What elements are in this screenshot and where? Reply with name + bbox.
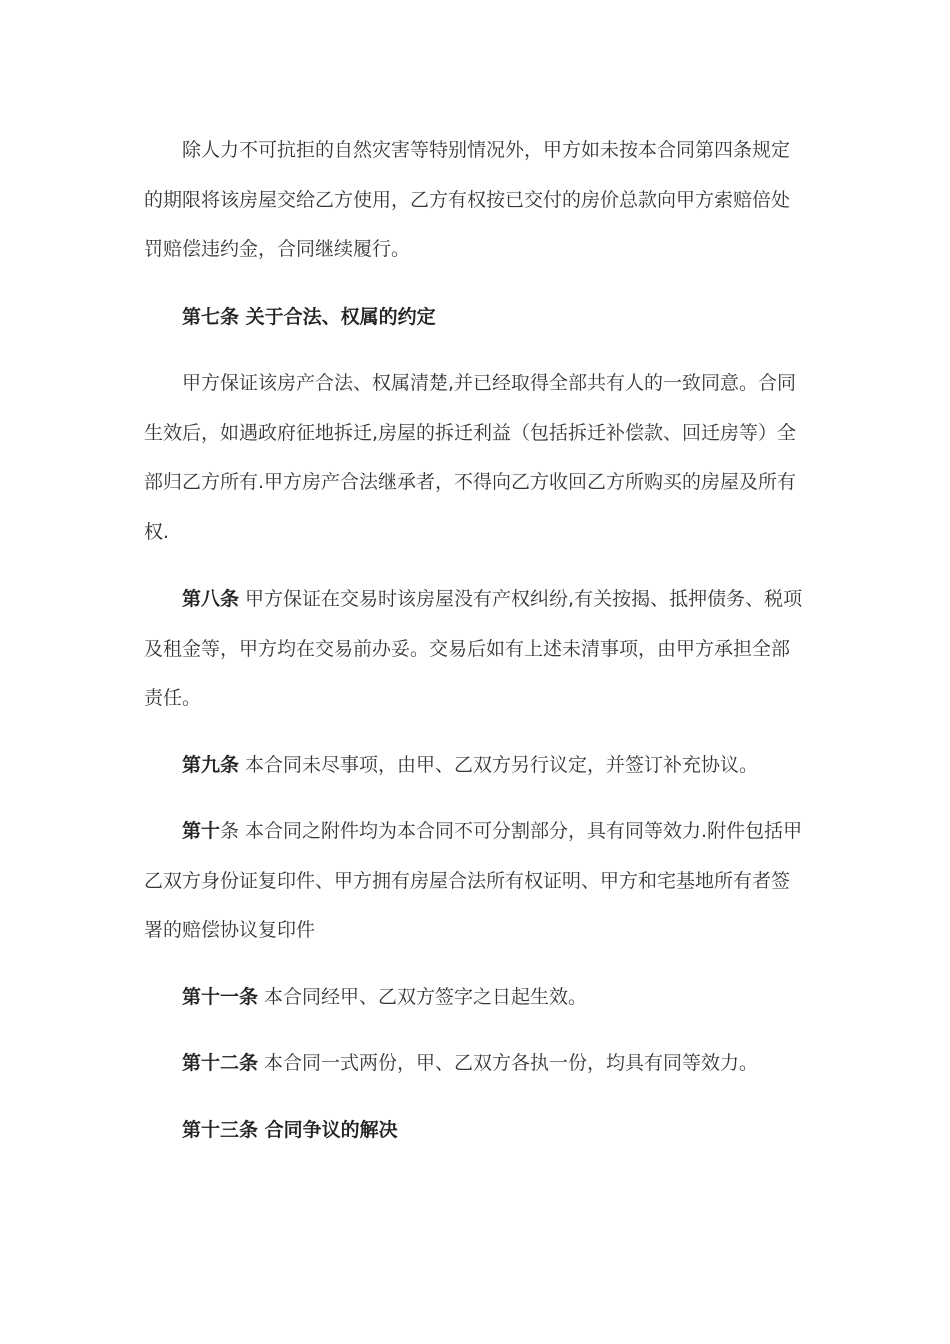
- article-11-title: 第十一条: [182, 986, 259, 1008]
- article-10: [144, 807, 804, 956]
- article-10-title: 第十: [182, 820, 221, 842]
- article-10-text: 条 本合同之附件均为本合同不可分割部分，具有同等效力.附件包括甲乙双方身份证复印件、甲方拥有房屋合法所有权证明、甲方和宅基地所有者签署的赔偿协议复印件: [144, 820, 803, 941]
- article-8-text: 甲方保证在交易时该房屋没有产权纠纷,有关按揭、抵押债务、税项及租金等，甲方均在交易前办妥。交易后如有上述未清事项，由甲方承担全部责任。: [144, 588, 803, 709]
- article-12-title: 第十二条: [182, 1052, 259, 1074]
- article-11-text: 本合同经甲、乙双方签字之日起生效。: [258, 986, 588, 1008]
- article-11: [144, 973, 804, 1023]
- article-12: [144, 1039, 804, 1089]
- article-9-text: 本合同未尽事项，由甲、乙双方另行议定，并签订补充协议。: [239, 754, 759, 776]
- article-13-heading: 第十三条 合同争议的解决: [182, 1119, 398, 1141]
- article-8-title: 第八条: [182, 588, 240, 610]
- article-9-title: 第九条: [182, 754, 240, 776]
- article-7-heading: 第七条 关于合法、权属的约定: [182, 306, 436, 328]
- article-9: [144, 741, 804, 791]
- paragraph-breach-penalty: 除人力不可抗拒的自然灾害等特别情况外，甲方如未按本合同第四条规定的期限将该房屋交给乙方使用，乙方有权按已交付的房价总款向甲方索赔倍处罚赔偿违约金，合同继续履行。: [144, 139, 791, 260]
- article-12-text: 本合同一式两份，甲、乙双方各执一份，均具有同等效力。: [258, 1052, 759, 1074]
- article-8: [144, 575, 804, 724]
- article-7-body: 甲方保证该房产合法、权属清楚,并已经取得全部共有人的一致同意。合同生效后，如遇政府征地拆迁,房屋的拆迁利益（包括拆迁补偿款、回迁房等）全部归乙方所有.甲方房产合法继承者，不得向乙方收回乙方所购买的房屋及所有权.: [144, 372, 797, 543]
